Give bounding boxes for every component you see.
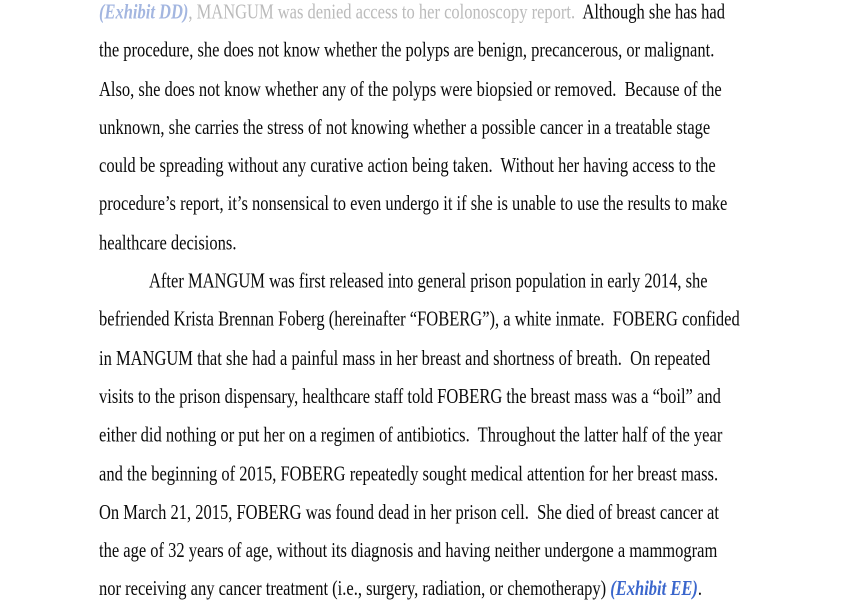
body-text: procedure’s report, it’s nonsensical to even undergo it if she is unable to use the results to make [99,191,728,216]
body-text: in MANGUM that she had a painful mass in her breast and shortness of breath. On repeated [99,345,711,370]
body-text: Also, she does not know whether any of the polyps were biopsied or removed. Because of the [99,76,722,101]
body-text: could be spreading without any curative action being taken. Without her having access to the [99,153,716,178]
body-text: Although she has had [582,0,725,24]
text-line [99,185,799,223]
text-line [99,378,799,416]
text-line [99,31,799,69]
body-text: unknown, she carries the stress of not knowing whether a possible cancer in a treatable stage [99,114,711,139]
body-text: befriended Krista Brennan Foberg (hereinafter “FOBERG”), a white inmate. FOBERG confided [99,307,740,332]
text-line [99,570,799,608]
text-line [99,147,799,185]
text-line [99,262,799,300]
document-text [99,0,799,609]
body-text: the procedure, she does not know whether the polyps are benign, precancerous, or malignant. [99,37,715,62]
text-line [99,0,799,31]
body-text: nor receiving any cancer treatment (i.e., surgery, radiation, or chemotherapy) [99,576,611,601]
text-line [99,455,799,493]
text-line [99,532,799,570]
body-text: After MANGUM was first released into general prison population in early 2014, she [149,268,708,293]
body-text: the age of 32 years of age, without its diagnosis and having neither undergone a mammogram [99,538,718,563]
body-text: and the beginning of 2015, FOBERG repeatedly sought medical attention for her breast mass. [99,461,719,486]
body-text: either did nothing or put her on a regimen of antibiotics. Throughout the latter half of the year [99,422,723,447]
body-text: healthcare decisions. [99,230,237,255]
text-line [99,493,799,531]
exhibit-ee-link[interactable]: (Exhibit EE) [610,576,698,601]
faded-sentence: , MANGUM was denied access to her colonoscopy report. [188,0,583,24]
text-line [99,416,799,454]
body-text: On March 21, 2015, FOBERG was found dead in her prison cell. She died of breast cancer at [99,499,719,524]
body-text: . [697,576,702,601]
exhibit-dd-link[interactable]: (Exhibit DD) [99,0,189,24]
text-line [99,108,799,146]
text-line [99,339,799,377]
body-text: visits to the prison dispensary, healthcare staff told FOBERG the breast mass was a “boil” and [99,384,721,409]
text-line [99,224,799,262]
text-line [99,301,799,339]
text-line [99,70,799,108]
